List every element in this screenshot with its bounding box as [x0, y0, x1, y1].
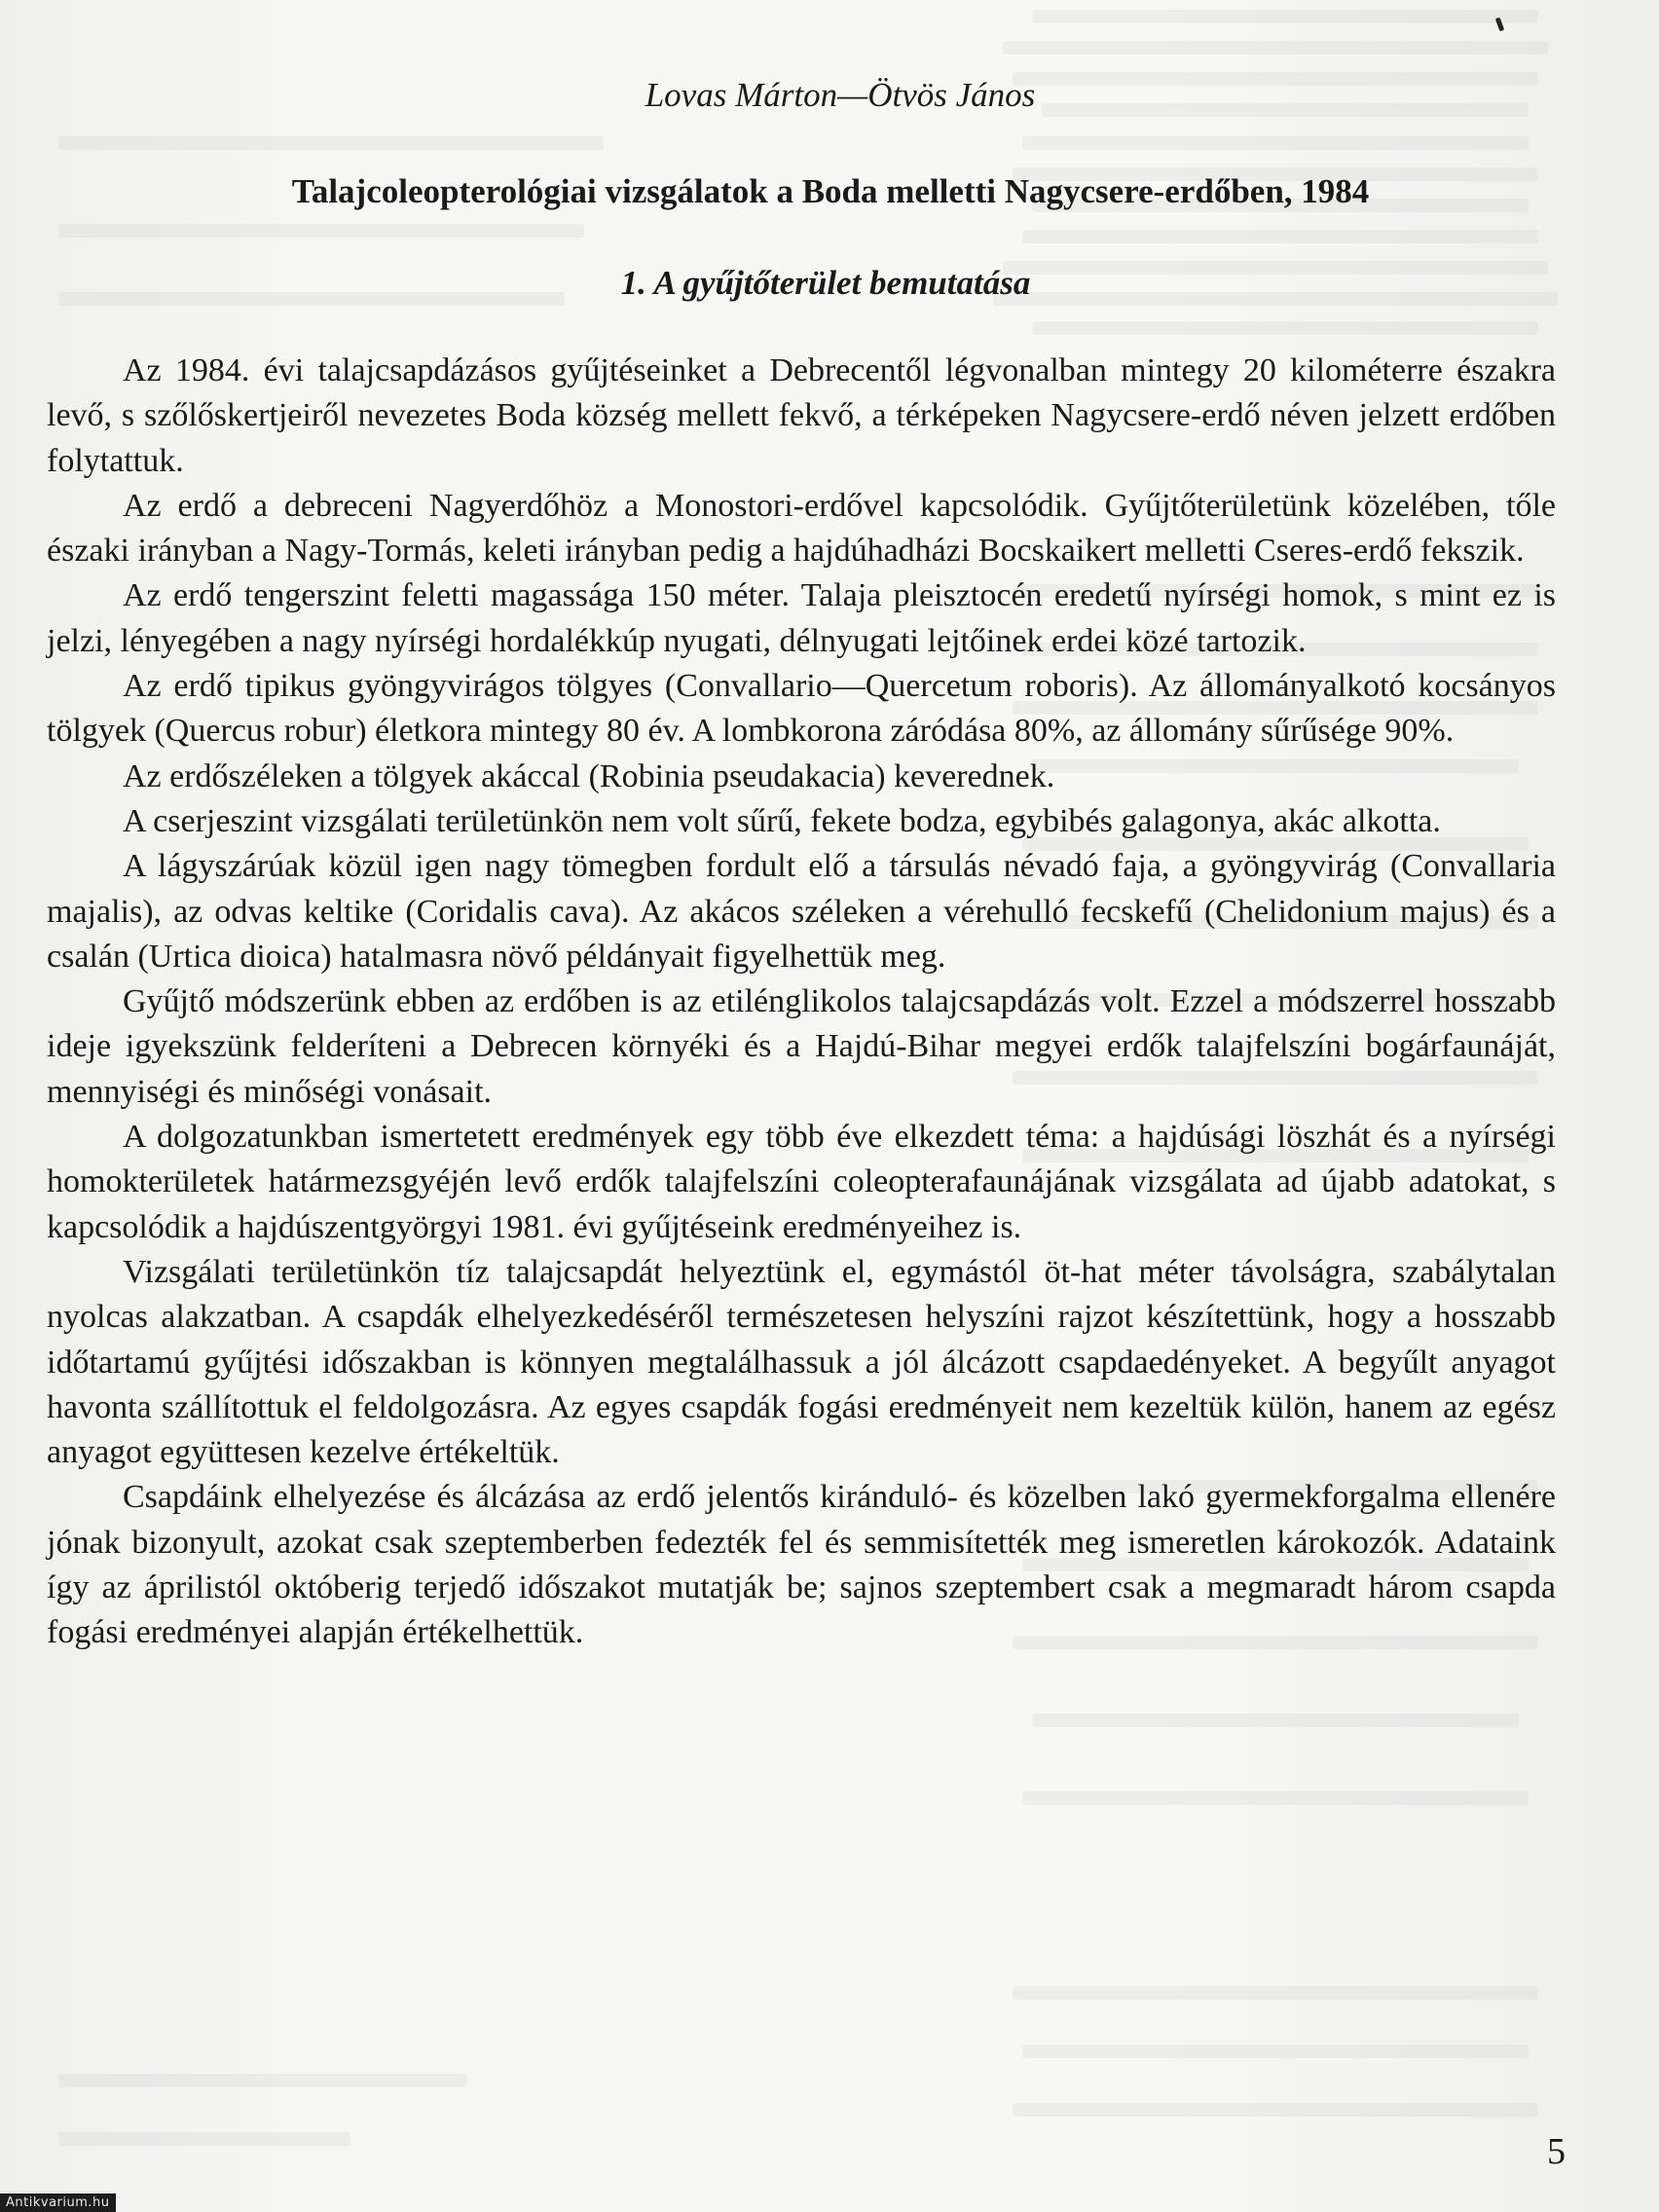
paragraph: Vizsgálati területünkön tíz talajcsapdát helyeztünk el, egymástól öt-hat méter távolságra, szabálytalan nyolcas alakzatban. A csapdák elhelyezkedéséről természetesen helyszíni rajzot készítettünk, hogy a hosszabb időtartamú gyűjtési időszakban is könnyen megtalálhassuk a jól álcázott csapdaedényeket. A begyűlt anyagot havonta szállítottuk el feldolgozásra. Az egyes csapdák fogási eredményeit nem kezeltük külön, hanem az egész anyagot együttesen kezelve értékeltük. [47, 1253, 1556, 1471]
article [47, 68, 1556, 1656]
paragraph: Csapdáink elhelyezése és álcázása az erdő jelentős kiránduló- és közelben lakó gyermekforgalma ellenére jónak bizonyult, azokat csak szeptemberben fedezték fel és semmisítették meg ismeretlen károkozók. Adataink így az áprilistól októberig terjedő időszakot mutatják be; sajnos szeptembert csak a megmaradt három csapda fogási eredményei alapján értékelhettük. [47, 1479, 1556, 1651]
body-text [47, 349, 1556, 1656]
authors: Lovas Márton—Ötvös János [645, 76, 1036, 114]
paragraph: A dolgozatunkban ismertetett eredmények egy több éve elkezdett téma: a hajdúsági löszhát és a nyírségi homokterületek határmezsgyéjén levő erdők talajfelszíni coleopterafaunájának vizsgálata ad újabb adatokat, s kapcsolódik a hajdúszentgyörgyi 1981. évi gyűjtéseink eredményeihez is. [47, 1119, 1556, 1245]
paragraph: Az erdőszéleken a tölgyek akáccal (Robinia pseudakacia) keverednek. [123, 757, 1055, 794]
watermark: Antikvarium.hu [0, 2194, 116, 2212]
article-title: Talajcoleopterológiai vizsgálatok a Boda melletti Nagycsere-erdőben, 1984 [291, 172, 1370, 210]
page-number: 5 [1547, 2131, 1566, 2172]
paragraph: Gyűjtő módszerünk ebben az erdőben is az etilénglikolos talajcsapdázás volt. Ezzel a módszerrel hosszabb ideje igyekszünk felderíteni a Debrecen környéki és a Hajdú-Bihar megyei erdők talajfelszíni bogárfaunáját, mennyiségi és minőségi vonásait. [47, 983, 1556, 1110]
ink-mark [1495, 18, 1504, 32]
paragraph: Az erdő a debreceni Nagyerdőhöz a Monostori-erdővel kapcsolódik. Gyűjtőterületünk közelében, tőle északi irányban a Nagy-Tormás, keleti irányban pedig a hajdúhadházi Bocskaikert melletti Cseres-erdő fekszik. [47, 487, 1556, 570]
section-title: 1. A gyűjtőterület bemutatása [620, 264, 1031, 302]
paragraph: Az 1984. évi talajcsapdázásos gyűjtéseinket a Debrecentől légvonalban mintegy 20 kilométerre északra levő, s szőlőskertjeiről nevezetes Boda község mellett fekvő, a térképeken Nagycsere-erdő néven jelzett erdőben folytattuk. [47, 352, 1556, 479]
paragraph: A cserjeszint vizsgálati területünkön nem volt sűrű, fekete bodza, egybibés galagonya, akác alkotta. [123, 802, 1441, 839]
paragraph: Az erdő tipikus gyöngyvirágos tölgyes (Convallario—Quercetum roboris). Az állományalkotó kocsányos tölgyek (Quercus robur) életkora mintegy 80 év. A lombkorona záródása 80%, az állomány sűrűsége 90%. [47, 668, 1556, 750]
paragraph: A lágyszárúak közül igen nagy tömegben fordult elő a társulás névadó faja, a gyöngyvirág (Convallaria majalis), az odvas keltike (Coridalis cava). Az akácos széleken a vérehulló fecskefű (Chelidonium majus) és a csalán (Urtica dioica) hatalmasra növő példányait figyelhettük meg. [47, 848, 1556, 975]
paragraph: Az erdő tengerszint feletti magassága 150 méter. Talaja pleisztocén eredetű nyírségi homok, s mint ez is jelzi, lényegében a nagy nyírségi hordalékkúp nyugati, délnyugati lejtőinek erdei közé tartozik. [47, 577, 1556, 659]
